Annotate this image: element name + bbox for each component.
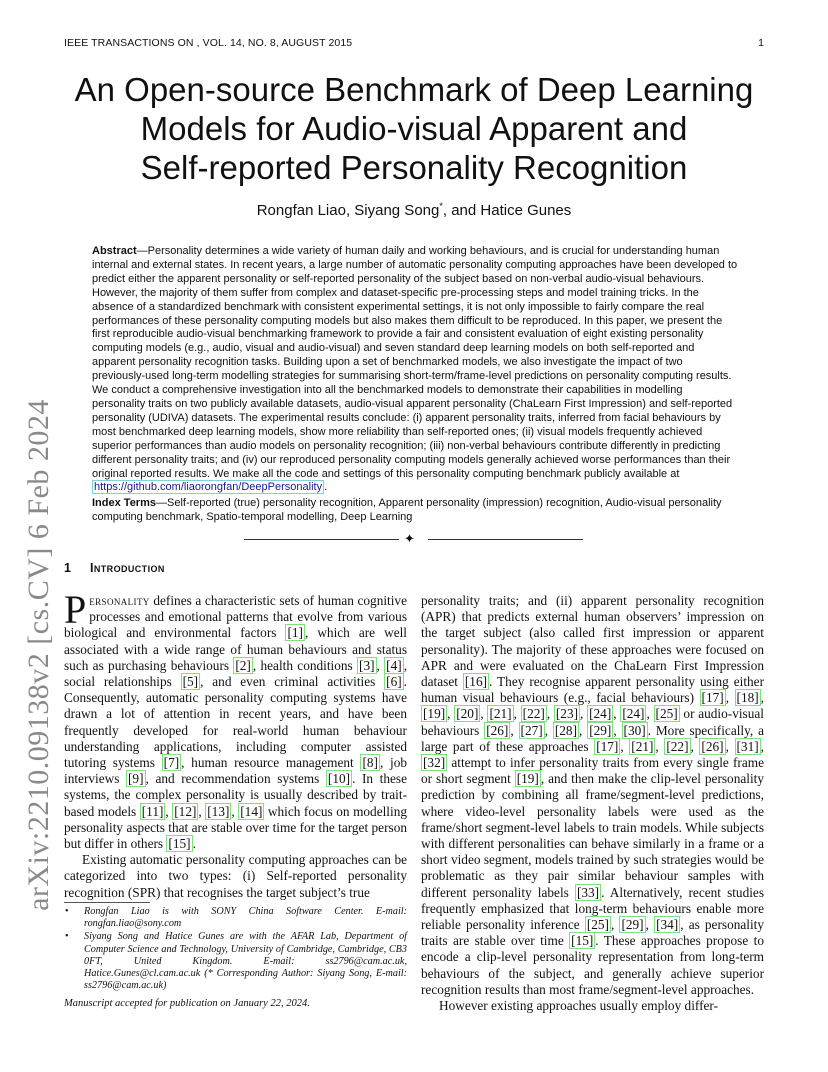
citation-link[interactable]: [26] [486, 722, 509, 738]
citation-link[interactable]: [11] [141, 803, 164, 819]
intro-paragraph-4: However existing approaches usually employ differ- [439, 998, 719, 1014]
citation-link[interactable]: [23] [555, 706, 579, 722]
citation-link[interactable]: [17] [596, 738, 619, 754]
citation-link[interactable]: [20] [456, 706, 479, 722]
lead-word: ersonality [89, 593, 150, 608]
author-names-end: , and Hatice Gunes [442, 202, 572, 219]
citation-link[interactable]: [17] [701, 690, 724, 706]
citation-link[interactable]: [16] [464, 674, 488, 690]
index-terms [92, 497, 738, 525]
citation-link[interactable]: [10] [327, 771, 351, 787]
section-heading [64, 561, 165, 575]
intro-paragraph-3: personality traits; and (ii) apparent personality recognition (APR) that predicts external human observers’ impression on the target subject (also called first impression or apparent personality). The majority of these approaches were focused on APR and were evaluated on the ChaLearn First Impression dataset [16] . They recognise apparent personality using either human visual behaviours (e.g., facial behaviours) [17] , [18] , [19] , [20] , [21] , [22] , [23] , [24] , [24] , [25] or audio-visual behaviours [26] , [27] , [28] , [29] , [30] . More specifically, a large part of these approaches [17] , [21] , [22] , [26] , [31] , [32] attempt to infer personality traits from every single frame or short segment [19] , and then make the clip-level personality prediction by combining all frame/segment-level predictions, where video-level personality labels were used as the frame/short segment-level labels to train models. While subjects with different personalities can behave similarly in a frame or a short video segment, models trained by such strategies would be problematic as they pair similar behaviour samples with different personality labels [33] . Alternatively, recent studies frequently emphasized that long-term behaviours enable more reliable personality inference [25] , [29] , [34] , as personality traits are stable over time [15] . These approaches propose to encode a clip-level personality representation from long-term behaviours of the subject, and generally achieve superior recognition results than most frame/segment-level approaches. [421, 593, 765, 997]
citation-link[interactable]: [3] [359, 657, 375, 673]
citation-link[interactable]: [15] [168, 836, 191, 852]
paragraph-body: defines a characteristic sets of human cognitive processes and emotional patterns that evolve from various biological and environmental factors [1] , which are well associated with a wide range of human behaviours and status such as purchasing behaviours [2] , health conditions [3] , [4] , social relationships [5] , and even criminal activities [6] . Consequently, automatic personality computing systems have drawn a lot of attention in recent years, and have been frequently developed for real-world human behaviour understanding applications, including computer assisted tutoring systems [7] , human resource management [8] , job interviews [9] , and recommendation systems [10] . In these systems, the complex personality is usually described by trait-based models [11] , [12] , [13] , [14] which focus on modelling personality aspects that are stable over time for the target person but differ in others [15] . [64, 593, 408, 852]
left-column [64, 587, 408, 901]
abstract-label: Abstract [92, 245, 137, 257]
citation-link[interactable]: [24] [622, 706, 645, 722]
footnotes [64, 906, 407, 993]
footnote-item: • Siyang Song and Hatice Gunes are with the AFAR Lab, Department of Computer Science and Technology, University of Cambridge, Cambridge, CB3 0FT, United Kingdom. E-mail: ss2796@cam.ac.uk, Hatice.Gunes@cl.cam.ac.uk (* Corresponding Author: Siyang Song, E-mail: ss2796@cam.ac.uk) [64, 931, 407, 992]
section-number: 1 [64, 561, 72, 575]
title-line: An Open-source Benchmark of Deep Learning [74, 71, 754, 108]
citation-link[interactable]: [21] [489, 706, 512, 722]
abstract-text: —Personality determines a wide variety of human daily and working behaviours, and is crucial for understanding human internal and external states. In recent years, a large number of automatic personality computing approaches have been developed to predict either the apparent personality or self-reported personality of the subject based on non-verbal audio-visual behaviours. However, the majority of them suffer from complex and dataset-specific pre-processing steps and model training tricks. In the absence of a standardized benchmark with consistent experimental settings, it is not only impossible to fairly compare the real performances of these personality computing models but also makes them difficult to be reproduced. In this paper, we present the first reproducible audio-visual benchmarking framework to provide a fair and consistent evaluation of eight existing personality computing models (e.g., audio, visual and audio-visual) and seven standard deep learning models on both self-reported and apparent personality recognition tasks. Building upon a set of benchmarked models, we also investigate the impact of two previously-used long-term modelling strategies for summarising short-term/frame-level predictions on personality computing results. We conduct a comprehensive investigation into all the benchmarked models to demonstrate their capabilities in modelling personality traits on two publicly available datasets, audio-visual apparent personality (ChaLearn First Impression) and self-reported personality (UDIVA) datasets. The experimental results conclude: (i) apparent personality traits, inferred from facial behaviours by most benchmarked deep learning models, show more reliability than self-reported ones; (ii) visual models frequently achieved superior performances than audio models on personality recognition; (iii) non-verbal behaviours contribute differently in predicting different personality traits; and (iv) our reproduced personality computing models generally achieved worse performances than their original reported results. We make all the code and settings of this personality computing benchmark publicly available at [92, 245, 738, 480]
citation-link[interactable]: [24] [589, 706, 612, 722]
citation-link[interactable]: [4] [386, 657, 402, 673]
citation-link[interactable]: [13] [207, 803, 230, 819]
citation-link[interactable]: [25] [655, 706, 678, 722]
citation-link[interactable]: [1] [287, 625, 303, 641]
paper-title [64, 70, 764, 187]
citation-link[interactable]: [22] [522, 706, 545, 722]
citation-link[interactable]: [15] [571, 933, 594, 949]
citation-link[interactable]: [28] [554, 722, 578, 738]
abstract [92, 245, 738, 495]
citation-link[interactable]: [7] [163, 755, 180, 771]
citation-link[interactable]: [25] [586, 917, 609, 933]
author-names: Rongfan Liao, Siyang Song [256, 202, 440, 219]
citation-link[interactable]: [32] [423, 755, 446, 771]
citation-link[interactable]: [5] [182, 674, 199, 690]
arxiv-stamp: arXiv:2210.09138v2 [cs.CV] 6 Feb 2024 [22, 399, 55, 911]
citation-link[interactable]: [19] [516, 771, 539, 787]
divider-diamond-icon: ✦ [404, 531, 415, 546]
citation-link[interactable]: [29] [589, 722, 612, 738]
index-terms-text: —Self-reported (true) personality recognition, Apparent personality (impression) recognition, Audio-visual personality computing benchmark, Spatio-temporal modelling, Deep Learning [92, 497, 722, 523]
citation-link[interactable]: [30] [623, 722, 646, 738]
author-list [64, 201, 764, 219]
citation-link[interactable]: [34] [656, 917, 679, 933]
citation-link[interactable]: [8] [362, 755, 378, 771]
title-line: Models for Audio-visual Apparent and [140, 110, 688, 147]
citation-link[interactable]: [9] [128, 771, 144, 787]
citation-link[interactable]: [29] [621, 917, 644, 933]
citation-link[interactable]: [26] [701, 738, 724, 754]
intro-paragraph-1 [64, 587, 408, 852]
citation-link[interactable]: [6] [386, 674, 402, 690]
manuscript-note: Manuscript accepted for publication on January 22, 2024. [64, 998, 310, 1009]
code-repository-link[interactable]: https://github.com/liaorongfan/DeepPersonality [94, 481, 323, 494]
footnote-item: • Rongfan Liao is with SONY China Software Center. E-mail: rongfan.liao@sony.com [64, 906, 407, 930]
citation-link[interactable]: [33] [576, 884, 600, 900]
right-column [421, 593, 764, 1014]
citation-link[interactable]: [18] [736, 690, 759, 706]
journal-header: IEEE TRANSACTIONS ON , VOL. 14, NO. 8, AUGUST 2015 [64, 37, 353, 49]
index-terms-label: Index Terms [92, 497, 156, 509]
abstract-end: . [324, 481, 328, 494]
citation-link[interactable]: [31] [736, 738, 759, 754]
corresponding-author-marker: * [439, 201, 443, 211]
citation-link[interactable]: [14] [240, 803, 263, 819]
citation-link[interactable]: [27] [520, 722, 543, 738]
intro-paragraph-2: Existing automatic personality computing approaches can be categorized into two types: (i) Self-reported personality recognition (SPR) that recognises the target subject’s true [64, 852, 407, 900]
drop-cap: P [64, 587, 87, 632]
section-divider-right [428, 539, 583, 540]
section-title: Introduction [90, 561, 165, 575]
title-line: Self-reported Personality Recognition [140, 149, 688, 186]
citation-link[interactable]: [22] [666, 738, 689, 754]
footnote-rule [64, 902, 150, 903]
page-number: 1 [758, 37, 764, 49]
citation-link[interactable]: [12] [174, 803, 197, 819]
citation-link[interactable]: [21] [631, 738, 654, 754]
section-divider-left [244, 539, 399, 540]
citation-link[interactable]: [19] [423, 706, 446, 722]
citation-link[interactable]: [2] [235, 657, 251, 673]
